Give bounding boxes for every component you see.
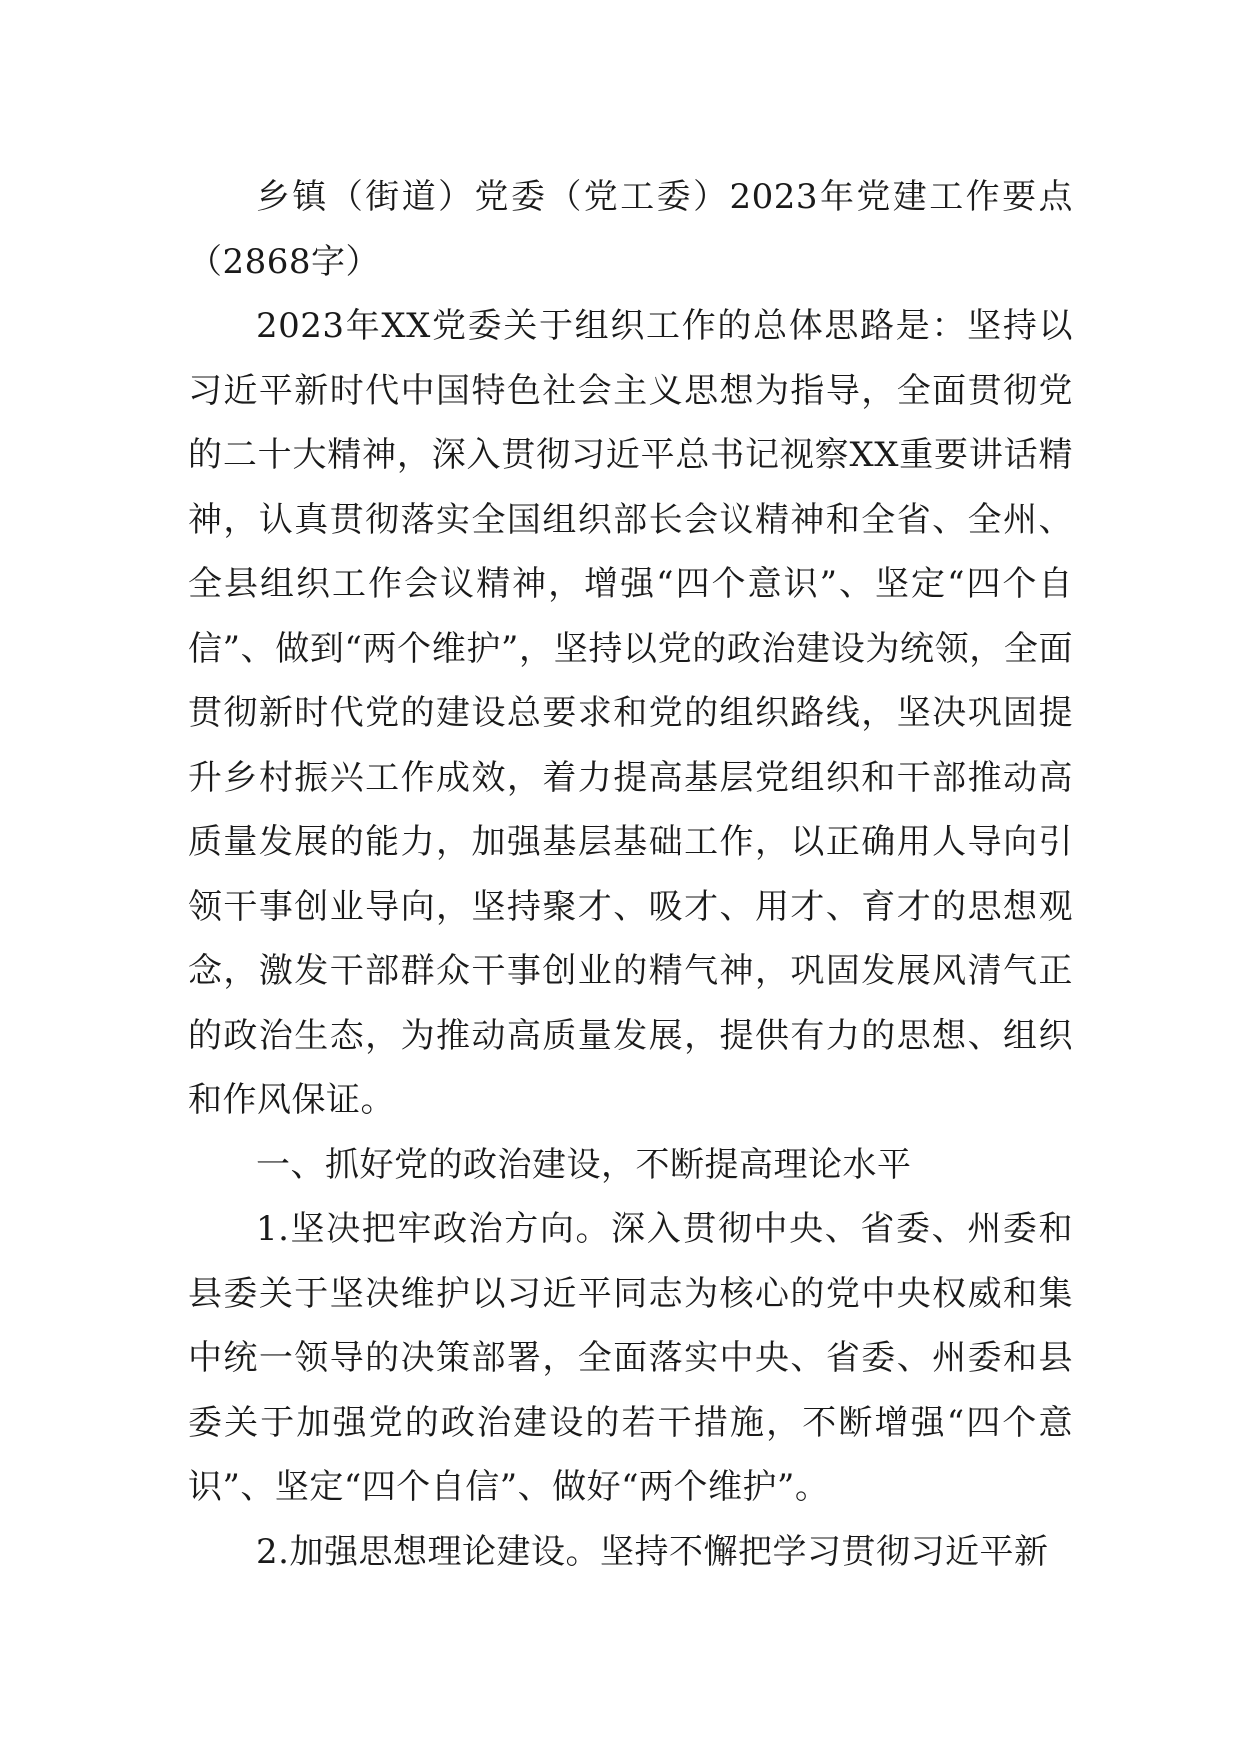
document-body bbox=[188, 165, 1073, 1584]
paragraph-item-1: 1.坚决把牢政治方向。深入贯彻中央、省委、州委和县委关于坚决维护以习近平同志为核心的党中央权威和集中统一领导的决策部署，全面落实中央、省委、州委和县委关于加强党的政治建设的若干措施，不断增强“四个意识”、坚定“四个自信”、做好“两个维护”。 bbox=[188, 1209, 1073, 1507]
section-heading-1: 一、抓好党的政治建设，不断提高理论水平 bbox=[256, 1144, 912, 1185]
paragraph-item-2: 2.加强思想理论建设。坚持不懈把学习贯彻习近平新 bbox=[256, 1531, 1049, 1572]
paragraph-overview: 2023年XX党委关于组织工作的总体思路是：坚持以习近平新时代中国特色社会主义思想为指导，全面贯彻党的二十大精神，深入贯彻习近平总书记视察XX重要讲话精神，认真贯彻落实全国组织部长会议精神和全省、全州、全县组织工作会议精神，增强“四个意识”、坚定“四个自信”、做到“两个维护”，坚持以党的政治建设为统领，全面贯彻新时代党的建设总要求和党的组织路线，坚决巩固提升乡村振兴工作成效，着力提高基层党组织和干部推动高质量发展的能力，加强基层基础工作，以正确用人导向引领干事创业导向，坚持聚才、吸才、用才、育才的思想观念，激发干部群众干事创业的精气神，巩固发展风清气正的政治生态，为推动高质量发展，提供有力的思想、组织和作风保证。 bbox=[188, 306, 1073, 1120]
document-title: 乡镇（街道）党委（党工委）2023年党建工作要点（2868字） bbox=[188, 177, 1073, 282]
